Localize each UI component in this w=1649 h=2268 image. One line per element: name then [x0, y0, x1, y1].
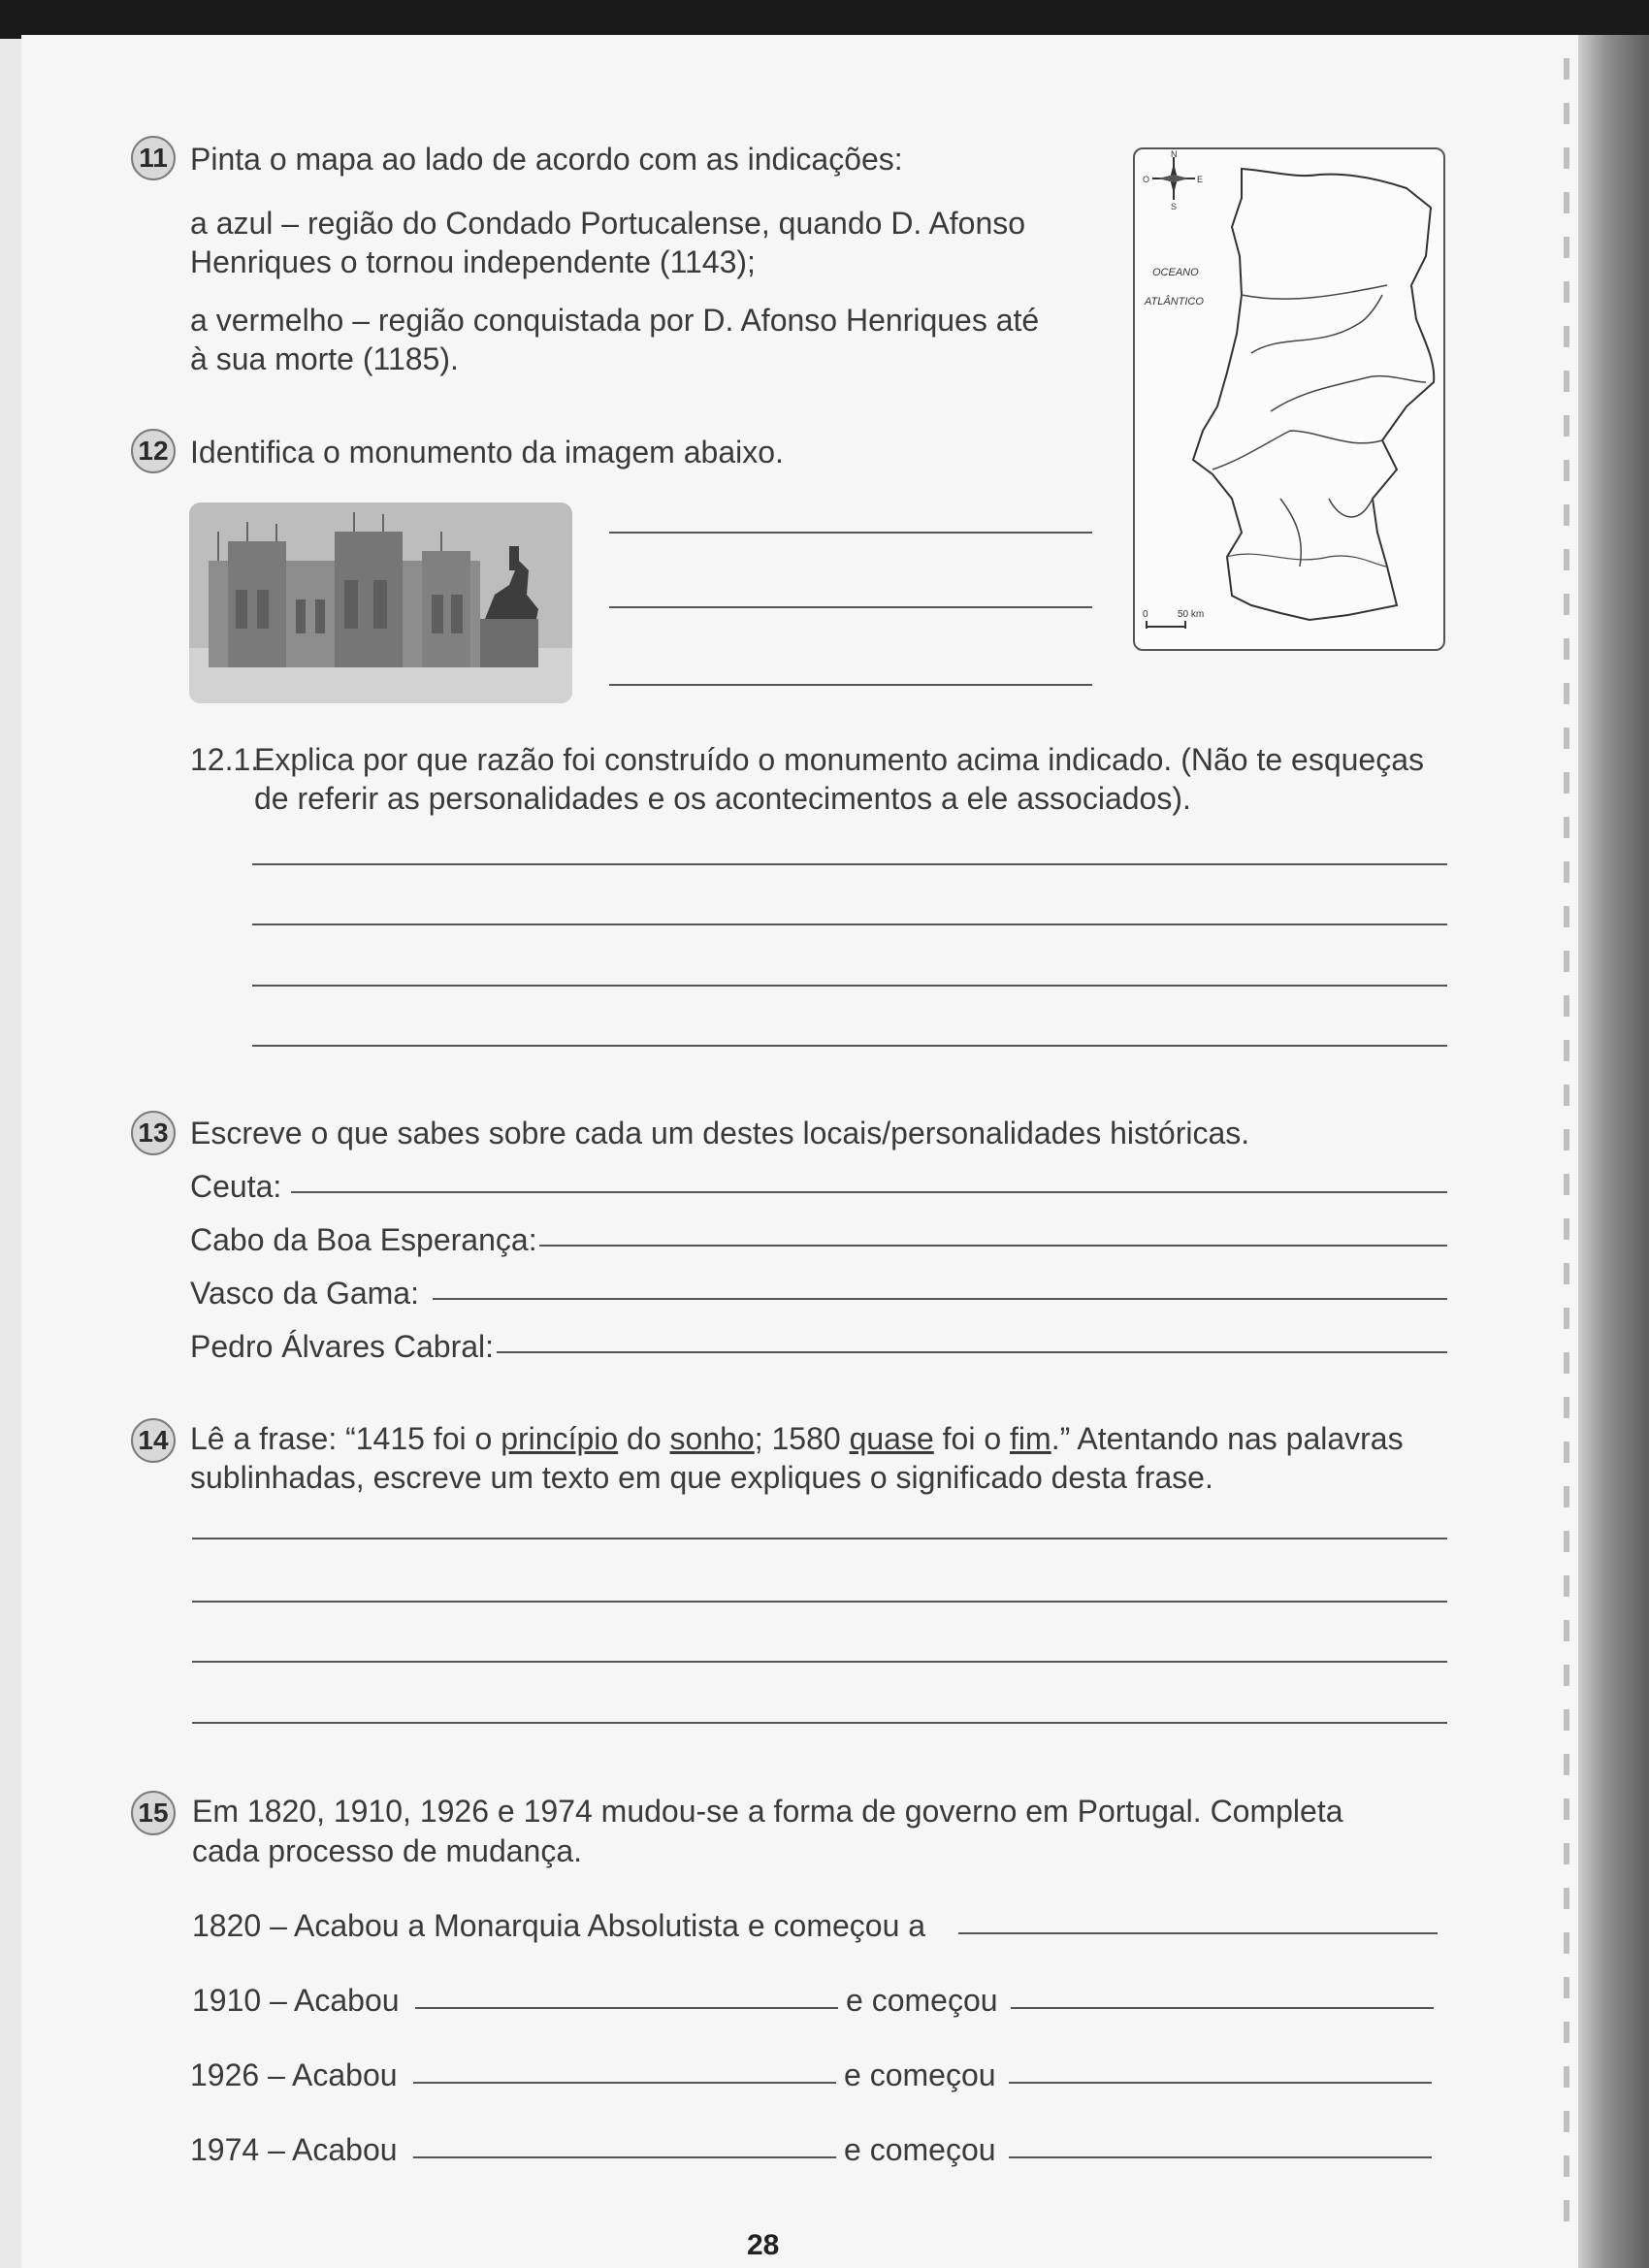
q15-answer-1974-ended[interactable] [413, 2156, 836, 2158]
q14-prompt-line-2: sublinhadas, escreve um texto em que expliques o significado desta frase. [190, 1460, 1213, 1495]
portugal-map[interactable] [1133, 147, 1445, 651]
q11-instruction-red-2: à sua morte (1185). [190, 341, 459, 376]
q12-answer-line-1[interactable] [609, 532, 1092, 534]
q15-row-1926-began: e começou [844, 2057, 996, 2092]
q12-answer-line-3[interactable] [609, 684, 1092, 686]
monument-photo [189, 502, 572, 703]
q12-1-answer-line-3[interactable] [252, 985, 1447, 987]
q12-1-prompt-line-2: de referir as personalidades e os acontecimentos a ele associados). [254, 781, 1191, 816]
q13-label-ceuta: Ceuta: [190, 1169, 282, 1204]
q12-1-answer-line-2[interactable] [252, 923, 1447, 925]
q15-prompt-line-2: cada processo de mudança. [192, 1833, 583, 1868]
q13-label-cabo: Cabo da Boa Esperança: [190, 1222, 537, 1257]
q13-answer-vasco[interactable] [433, 1298, 1447, 1300]
q11-instruction-blue-1: a azul – região do Condado Portucalense, quando D. Afonso [190, 206, 1026, 241]
q12-1-answer-line-4[interactable] [252, 1045, 1447, 1047]
q13-prompt: Escreve o que sabes sobre cada um destes locais/personalidades históricas. [190, 1116, 1250, 1150]
portugal-map-outline [1135, 149, 1443, 649]
q15-row-1926-ended: 1926 – Acabou [190, 2057, 398, 2092]
map-scale-bar [1143, 609, 1204, 629]
underlined-word-quase: quase [849, 1421, 934, 1456]
underlined-word-fim: fim [1010, 1421, 1051, 1456]
question-number-12: 12 [131, 429, 176, 473]
q13-answer-cabo[interactable] [539, 1245, 1447, 1247]
question-number-11: 11 [131, 136, 176, 180]
q13-label-cabral: Pedro Álvares Cabral: [190, 1329, 495, 1364]
q15-answer-1820[interactable] [958, 1932, 1438, 1934]
q14-answer-line-3[interactable] [192, 1661, 1447, 1663]
svg-text:N: N [1171, 149, 1178, 159]
q15-row-1974-began: e começou [844, 2132, 996, 2167]
q15-answer-1910-ended[interactable] [415, 2007, 838, 2009]
q15-answer-1926-ended[interactable] [413, 2082, 836, 2084]
q11-instruction-red-1: a vermelho – região conquistada por D. Afonso Henriques até [190, 303, 1040, 338]
svg-text:S: S [1171, 202, 1178, 211]
book-spine-shadow [1578, 35, 1649, 2268]
monastery-image [189, 502, 572, 703]
question-number-15: 15 [131, 1791, 176, 1835]
q12-1-answer-line-1[interactable] [252, 863, 1447, 865]
q11-prompt: Pinta o mapa ao lado de acordo com as indicações: [190, 142, 903, 177]
q14-prompt-line-1: Lê a frase: “1415 foi o princípio do sonho; 1580 quase foi o fim.” Atentando nas palavras [190, 1421, 1404, 1456]
q15-row-1910-began: e começou [846, 1983, 998, 2018]
scan-top-edge [0, 0, 1649, 39]
question-number-13: 13 [131, 1111, 176, 1155]
q15-row-1974-ended: 1974 – Acabou [190, 2132, 398, 2167]
compass-rose-icon [1143, 149, 1203, 211]
underlined-word-principio: princípio [501, 1421, 619, 1456]
q13-label-vasco: Vasco da Gama: [190, 1276, 419, 1311]
q11-instruction-blue-2: Henriques o tornou independente (1143); [190, 244, 756, 279]
q14-answer-line-1[interactable] [192, 1538, 1447, 1539]
q12-1-number: 12.1. [190, 742, 260, 777]
q12-1-prompt-line-1: Explica por que razão foi construído o monumento acima indicado. (Não te esqueças [254, 742, 1425, 777]
underlined-word-sonho: sonho [669, 1421, 755, 1456]
q13-answer-ceuta[interactable] [291, 1191, 1447, 1193]
ocean-label-2: ATLÂNTICO [1145, 296, 1204, 308]
q15-answer-1910-began[interactable] [1011, 2007, 1434, 2009]
question-number-14: 14 [131, 1418, 176, 1463]
q15-row-1910-ended: 1910 – Acabou [192, 1983, 400, 2018]
q15-answer-1974-began[interactable] [1009, 2156, 1432, 2158]
svg-text:50 km: 50 km [1178, 609, 1205, 620]
svg-text:0: 0 [1143, 609, 1148, 620]
page-number: 28 [747, 2229, 780, 2261]
q15-prompt-line-1: Em 1820, 1910, 1926 e 1974 mudou-se a forma de governo em Portugal. Completa [192, 1794, 1343, 1829]
ocean-label-1: OCEANO [1152, 267, 1199, 278]
q15-row-1820: 1820 – Acabou a Monarquia Absolutista e começou a [192, 1908, 926, 1943]
svg-text:O: O [1143, 175, 1150, 184]
q12-answer-line-2[interactable] [609, 606, 1092, 608]
q14-answer-line-2[interactable] [192, 1601, 1447, 1603]
q13-answer-cabral[interactable] [497, 1351, 1447, 1353]
svg-text:E: E [1197, 175, 1204, 184]
q14-answer-line-4[interactable] [192, 1722, 1447, 1724]
binding-holes [1564, 58, 1569, 2241]
q12-prompt: Identifica o monumento da imagem abaixo. [190, 435, 784, 470]
q15-answer-1926-began[interactable] [1009, 2082, 1432, 2084]
